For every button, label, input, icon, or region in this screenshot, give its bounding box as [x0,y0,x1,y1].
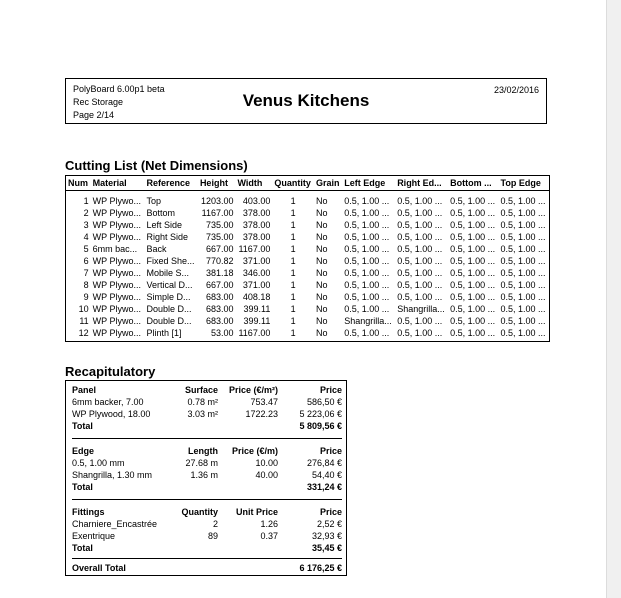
table-row [66,191,550,208]
table-row: 6mm backer, 7.00 0.78 m² 753.47 586,50 € [72,397,342,407]
report-date: 23/02/2016 [493,85,539,95]
table-cell: Back [146,244,167,254]
table-cell: WP Plywo... [92,268,142,278]
table-cell: 0.5, 1.00 ... [450,220,496,230]
section-divider [72,558,342,559]
table-cell: WP Plywo... [92,196,142,206]
panel-header-row [72,384,342,396]
table-cell: 378.00 [242,208,271,218]
col-bottom-edge: Bottom ... [448,176,498,191]
fittings-header-row: Fittings Quantity Unit Price Price [72,507,342,517]
table-cell: 667.00 [205,244,234,254]
table-cell: 399.11 [243,304,271,314]
table-cell: 403.00 [242,196,271,206]
table-cell: No [315,220,328,230]
table-cell: WP Plywo... [92,232,142,242]
table-cell: WP Plywo... [92,220,142,230]
table-cell: 1 [290,316,296,326]
table-cell: 9 [83,292,89,302]
table-cell: 1 [290,256,296,266]
project-name: Rec Storage [73,97,124,107]
table-cell: 0.5, 1.00 ... [450,232,496,242]
table-cell: 0.5, 1.00 ... [450,196,496,206]
table-cell: 399.11 [243,316,271,326]
table-cell: 0.5, 1.00 ... [450,208,496,218]
table-row [66,231,550,243]
table-cell: 0.5, 1.00 ... [344,256,390,266]
table-cell: 667.00 [205,280,234,290]
table-row: WP Plywood, 18.00 3.03 m² 1722.23 5 223,06 € [72,409,342,419]
table-cell: No [315,328,328,338]
section-divider [72,499,342,500]
table-cell: 735.00 [205,220,234,230]
edge-total-row: Total 331,24 € [72,482,342,492]
table-cell: 735.00 [205,232,234,242]
table-cell: 3 [83,220,89,230]
table-cell: Fixed She... [146,256,195,266]
table-cell: 0.5, 1.00 ... [500,220,546,230]
table-cell: 0.5, 1.00 ... [450,244,496,254]
col-material: Material [91,176,145,191]
table-cell: WP Plywo... [92,208,142,218]
col-top-edge: Top Edge [499,176,550,191]
col-num: Num [66,176,91,191]
table-cell: Mobile S... [146,268,189,278]
table-cell: 0.5, 1.00 ... [344,208,390,218]
table-cell: 0.5, 1.00 ... [500,292,546,302]
table-cell: 6mm bac... [92,244,138,254]
table-cell: 0.5, 1.00 ... [397,232,443,242]
table-cell: 683.00 [205,304,234,314]
table-cell: 1 [290,328,296,338]
table-row: Shangrilla, 1.30 mm 1.36 m 40.00 54,40 € [72,470,342,480]
table-cell: 7 [83,268,89,278]
table-cell: 0.5, 1.00 ... [500,328,546,338]
panel-col-name: Panel [72,385,97,395]
table-row [66,207,550,219]
table-cell: WP Plywo... [92,292,142,302]
table-cell: 6 [83,256,89,266]
table-cell: 1 [290,232,296,242]
table-cell: Vertical D... [146,280,193,290]
table-cell: 770.82 [205,256,234,266]
table-cell: Plinth [1] [146,328,182,338]
table-cell: 0.5, 1.00 ... [500,208,546,218]
table-row [66,303,550,315]
table-cell: 0.5, 1.00 ... [450,304,496,314]
table-cell: 0.5, 1.00 ... [500,256,546,266]
col-width: Width [235,176,272,191]
table-cell: 2 [83,208,89,218]
table-cell: No [315,244,328,254]
table-cell: 0.5, 1.00 ... [397,328,443,338]
edge-total-value: 331,24 € [306,482,342,492]
table-cell: Top [146,196,161,206]
table-cell: 10 [78,304,89,314]
recapitulatory-title: Recapitulatory [65,364,156,379]
table-row [66,279,550,291]
cutting-list-title: Cutting List (Net Dimensions) [65,158,248,173]
table-cell: 1 [290,268,296,278]
table-cell: 1203.00 [200,196,234,206]
cutting-list-table [65,175,550,342]
table-cell: 0.5, 1.00 ... [344,244,390,254]
col-quantity: Quantity [272,176,314,191]
table-cell: 53.00 [210,328,234,338]
table-cell: Right Side [146,232,188,242]
overall-total-label: Overall Total [72,563,126,573]
table-cell: 378.00 [242,232,271,242]
table-row [66,219,550,231]
table-cell: 371.00 [242,280,271,290]
table-cell: 0.5, 1.00 ... [344,268,390,278]
table-cell: WP Plywo... [92,304,142,314]
table-cell: 0.5, 1.00 ... [397,268,443,278]
recapitulatory-box [65,380,347,576]
edge-header-row: Edge Length Price (€/m) Price [72,446,342,456]
fittings-table [72,506,342,554]
table-cell: 8 [83,280,89,290]
panel-total-row: Total 5 809,56 € [72,421,342,431]
overall-total-row [72,562,342,574]
table-cell: 1167.00 [201,208,234,218]
table-cell: 0.5, 1.00 ... [397,292,443,302]
table-cell: Shangrilla... [344,316,392,326]
app-version: PolyBoard 6.00p1 beta [73,84,165,94]
table-cell: Simple D... [146,292,191,302]
table-row [66,243,550,255]
table-cell: 0.5, 1.00 ... [397,316,443,326]
table-cell: 0.5, 1.00 ... [344,328,390,338]
report-header [65,78,547,124]
edge-table [72,445,342,493]
table-cell: 0.5, 1.00 ... [450,280,496,290]
table-row: Charniere_Encastrée 2 1.26 2,52 € [72,519,342,529]
table-cell: No [315,232,328,242]
table-cell: 0.5, 1.00 ... [500,280,546,290]
col-grain: Grain [314,176,342,191]
table-cell: 381.18 [205,268,234,278]
table-cell: Shangrilla... [397,304,445,314]
panel-col-price: Price [319,385,342,395]
table-cell: 0.5, 1.00 ... [397,196,443,206]
table-cell: No [315,304,328,314]
table-cell: No [315,280,328,290]
table-cell: 0.5, 1.00 ... [500,304,546,314]
table-cell: 408.18 [242,292,271,302]
table-row [66,315,550,327]
table-cell: 11 [79,316,89,326]
table-cell: 0.5, 1.00 ... [500,196,546,206]
table-cell: 0.5, 1.00 ... [450,256,496,266]
table-cell: No [315,316,328,326]
table-cell: 0.5, 1.00 ... [450,328,496,338]
table-row [66,291,550,303]
table-row [66,255,550,267]
table-row: 0.5, 1.00 mm 27.68 m 10.00 276,84 € [72,458,342,468]
table-cell: No [315,292,328,302]
table-cell: No [315,196,328,206]
table-cell: 0.5, 1.00 ... [397,280,443,290]
table-cell: 1 [290,196,296,206]
table-cell: 0.5, 1.00 ... [500,268,546,278]
table-cell: 0.5, 1.00 ... [344,196,390,206]
company-name: Venus Kitchens [242,91,370,110]
table-cell: 378.00 [242,220,271,230]
table-cell: 4 [83,232,89,242]
section-divider [72,438,342,439]
panel-table [72,384,342,432]
table-cell: 0.5, 1.00 ... [397,244,443,254]
table-cell: 5 [83,244,89,254]
table-cell: 0.5, 1.00 ... [500,244,546,254]
table-cell: 0.5, 1.00 ... [450,268,496,278]
panel-total-value: 5 809,56 € [299,421,342,431]
col-height: Height [198,176,236,191]
col-left-edge: Left Edge [342,176,395,191]
overall-total-value: 6 176,25 € [299,563,342,573]
table-cell: 0.5, 1.00 ... [344,232,390,242]
col-right-edge: Right Ed... [395,176,448,191]
table-cell: Double D... [146,304,192,314]
fittings-total-value: 35,45 € [311,543,342,553]
table-cell: 0.5, 1.00 ... [397,220,443,230]
table-cell: 1 [83,196,89,206]
table-cell: 0.5, 1.00 ... [397,256,443,266]
table-cell: No [315,208,328,218]
cutting-list-header-row [66,176,550,191]
table-cell: 1 [290,292,296,302]
table-cell: 1167.00 [238,244,271,254]
table-cell: 1 [290,280,296,290]
table-cell: 0.5, 1.00 ... [344,292,390,302]
table-cell: Bottom [146,208,175,218]
table-cell: 0.5, 1.00 ... [450,316,496,326]
table-cell: 12 [78,328,89,338]
table-cell: Double D... [146,316,192,326]
table-cell: 0.5, 1.00 ... [450,292,496,302]
table-row [66,327,550,342]
table-cell: 0.5, 1.00 ... [344,220,390,230]
table-cell: WP Plywo... [92,316,142,326]
table-cell: 1167.00 [238,328,271,338]
panel-col-unit-price: Price (€/m²) [228,385,278,395]
table-cell: 346.00 [242,268,271,278]
panel-col-surface: Surface [184,385,218,395]
table-cell: 1 [290,304,296,314]
table-row: Exentrique 89 0.37 32,93 € [72,531,342,541]
vertical-scrollbar[interactable] [606,0,621,598]
table-cell: 1 [290,244,296,254]
table-cell: 0.5, 1.00 ... [500,232,546,242]
col-reference: Reference [144,176,197,191]
table-cell: 683.00 [205,292,234,302]
table-row [66,267,550,279]
table-cell: 0.5, 1.00 ... [344,304,390,314]
table-cell: No [315,268,328,278]
table-cell: Left Side [146,220,182,230]
table-cell: No [315,256,328,266]
table-cell: WP Plywo... [92,328,142,338]
page-number: Page 2/14 [73,110,115,120]
table-cell: WP Plywo... [92,256,142,266]
table-cell: 371.00 [242,256,271,266]
table-cell: 0.5, 1.00 ... [500,316,546,326]
table-cell: WP Plywo... [92,280,142,290]
table-cell: 0.5, 1.00 ... [344,280,390,290]
table-cell: 683.00 [205,316,234,326]
table-cell: 1 [290,208,296,218]
table-cell: 0.5, 1.00 ... [397,208,443,218]
table-cell: 1 [290,220,296,230]
overall-total-table [72,562,342,574]
fittings-total-row: Total 35,45 € [72,543,342,553]
